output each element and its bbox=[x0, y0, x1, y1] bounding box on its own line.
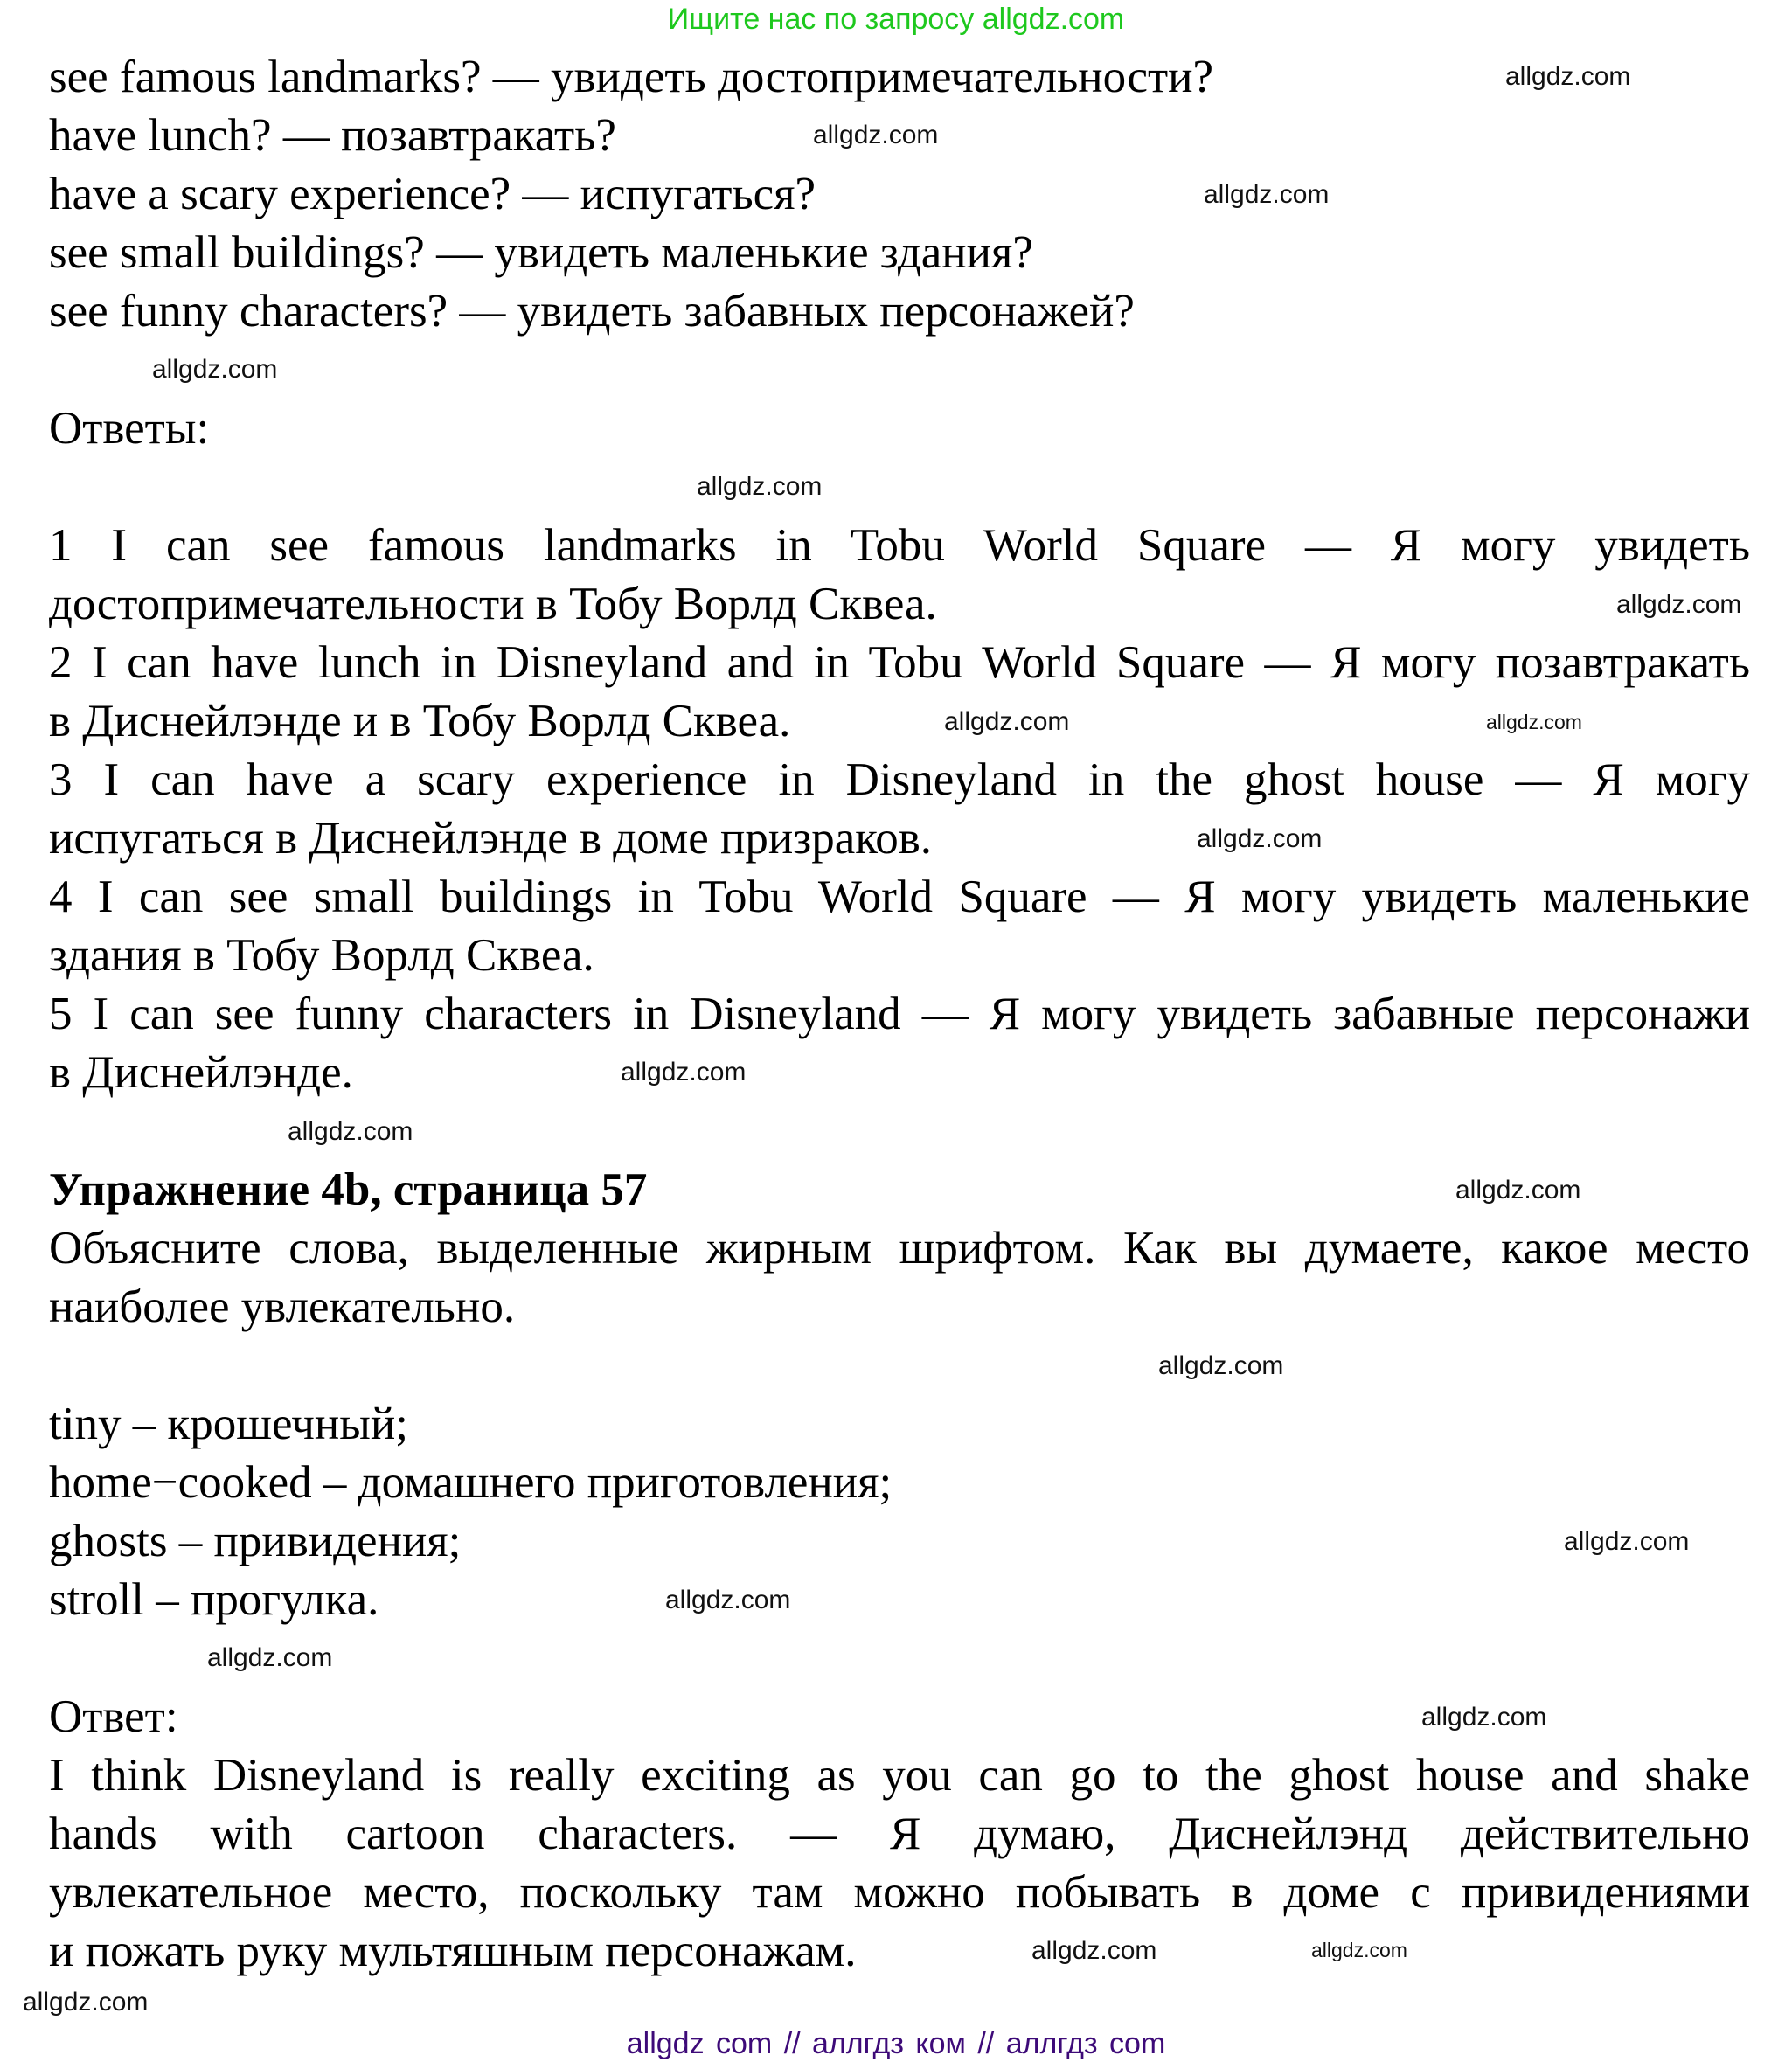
word-definition: home−cooked – домашнего приготовления; bbox=[49, 1457, 893, 1508]
answer-line: достопримечательности в Тобу Ворлд Сквеа. bbox=[49, 579, 937, 629]
answer-line: в Диснейлэнде и в Тобу Ворлд Сквеа. bbox=[49, 696, 791, 746]
vocab-line: have lunch? — позавтракать? bbox=[49, 110, 616, 161]
vocab-line: see small buildings? — увидеть маленькие здания? bbox=[49, 227, 1033, 278]
word-definition: ghosts – привидения; bbox=[49, 1516, 462, 1566]
answer-line: 4 I can see small buildings in Tobu World Square — Я могу увидеть маленькие bbox=[49, 871, 1750, 922]
answer-line: в Диснейлэнде. bbox=[49, 1047, 353, 1098]
watermark: allgdz.com bbox=[621, 1058, 747, 1087]
watermark: allgdz.com bbox=[1421, 1703, 1547, 1732]
answer-line: 5 I can see funny characters in Disneyland — Я могу увидеть забавные персонажи bbox=[49, 989, 1750, 1039]
answer-line: испугаться в Диснейлэнде в доме призраков. bbox=[49, 813, 933, 864]
watermark: allgdz.com bbox=[1455, 1176, 1581, 1205]
watermark: allgdz.com bbox=[23, 1988, 149, 2017]
answer-line: 2 I can have lunch in Disneyland and in Tobu World Square — Я могу позавтракать bbox=[49, 637, 1750, 688]
vocab-line: see famous landmarks? — увидеть достопримечательности? bbox=[49, 52, 1214, 102]
watermark: allgdz.com bbox=[1616, 590, 1742, 619]
answer-line: здания в Тобу Ворлд Сквеа. bbox=[49, 930, 594, 981]
site-footer-links[interactable]: allgdz com // аллгдз ком // аллгдз com bbox=[626, 2027, 1166, 2060]
answer-line: 1 I can see famous landmarks in Tobu World Square — Я могу увидеть bbox=[49, 520, 1750, 571]
word-definition: stroll – прогулка. bbox=[49, 1574, 379, 1625]
watermark: allgdz.com bbox=[1311, 1939, 1407, 1961]
watermark: allgdz.com bbox=[944, 707, 1070, 736]
watermark: allgdz.com bbox=[1505, 62, 1631, 91]
watermark: allgdz.com bbox=[1204, 180, 1330, 209]
word-definition: tiny – крошечный; bbox=[49, 1399, 408, 1449]
exercise-instruction: Объясните слова, выделенные жирным шрифтом. Как вы думаете, какое место bbox=[49, 1223, 1750, 1274]
exercise-instruction: наиболее увлекательно. bbox=[49, 1281, 516, 1332]
watermark: allgdz.com bbox=[697, 472, 823, 501]
search-promo-banner[interactable]: Ищите нас по запросу allgdz.com bbox=[667, 3, 1125, 36]
answer-text-line: hands with cartoon characters. — Я думаю, Диснейлэнд действительно bbox=[49, 1809, 1750, 1859]
answer-text-line: увлекательное место, поскольку там можно побывать в доме с привидениями bbox=[49, 1867, 1750, 1918]
watermark: allgdz.com bbox=[1197, 824, 1323, 853]
watermark: allgdz.com bbox=[665, 1586, 791, 1614]
watermark: allgdz.com bbox=[1031, 1936, 1157, 1965]
answer-text-line: и пожать руку мультяшным персонажам. bbox=[49, 1926, 857, 1976]
answer-text-line: I think Disneyland is really exciting as you can go to the ghost house and shake bbox=[49, 1750, 1750, 1801]
answers-heading: Ответы: bbox=[49, 403, 210, 454]
watermark: allgdz.com bbox=[207, 1643, 333, 1672]
watermark: allgdz.com bbox=[813, 121, 939, 149]
watermark: allgdz.com bbox=[1564, 1527, 1690, 1556]
vocab-line: have a scary experience? — испугаться? bbox=[49, 169, 816, 219]
answer-heading: Ответ: bbox=[49, 1691, 178, 1742]
watermark: allgdz.com bbox=[1486, 711, 1582, 733]
watermark: allgdz.com bbox=[1158, 1351, 1284, 1380]
watermark: allgdz.com bbox=[288, 1117, 413, 1146]
exercise-title: Упражнение 4b, страница 57 bbox=[49, 1164, 648, 1215]
watermark: allgdz.com bbox=[152, 355, 278, 384]
answer-line: 3 I can have a scary experience in Disneyland in the ghost house — Я могу bbox=[49, 754, 1750, 805]
vocab-line: see funny characters? — увидеть забавных персонажей? bbox=[49, 286, 1135, 337]
document-body bbox=[49, 48, 1750, 1981]
